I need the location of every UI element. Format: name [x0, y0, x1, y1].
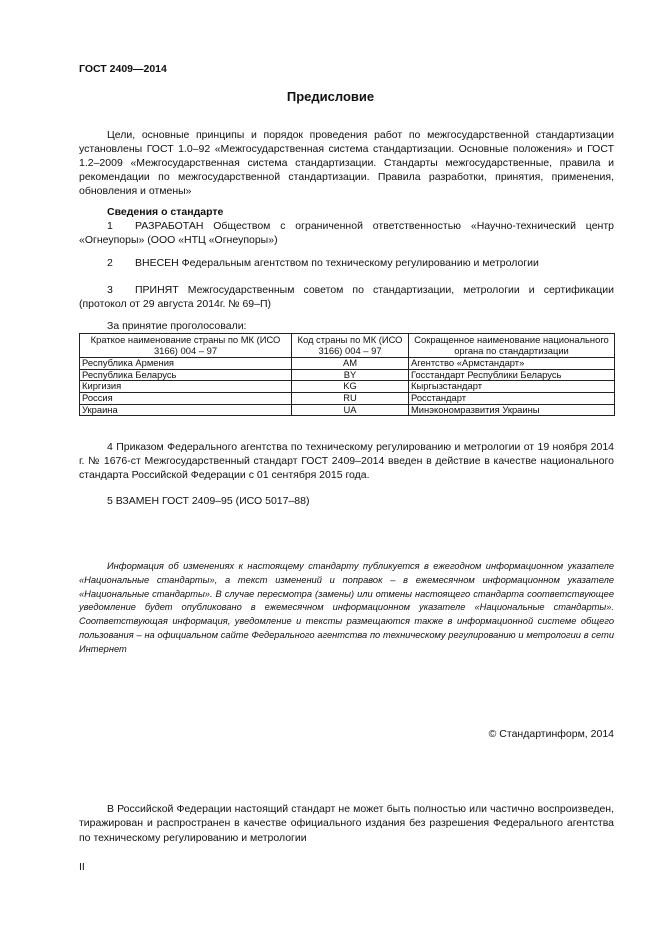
reproduction-notice: В Российской Федерации настоящий стандарт не может быть полностью или частично воспроизведен, тиражирован и распространен в качестве официального издания без разрешения Федерального агентства по техническому регулированию и метрологии [79, 803, 614, 844]
item-1 [79, 220, 614, 248]
table-cell-country: Россия [80, 392, 292, 404]
table-cell-code: RU [292, 392, 409, 404]
table-header-body: Сокращенное наименование национального органа по стандартизации [409, 334, 615, 358]
table-cell-code: BY [292, 369, 409, 381]
table-cell-code: AM [292, 358, 409, 370]
item-1-number: 1 [107, 220, 113, 232]
item-5: 5 ВЗАМЕН ГОСТ 2409–95 (ИСО 5017–88) [107, 495, 310, 507]
preface-paragraph: Цели, основные принципы и порядок проведения работ по межгосударственной стандартизации установлены ГОСТ 1.0–92 «Межгосударственная система стандартизации. Основные положения» и ГОСТ 1.2–2009 «Межгосударственная система стандартизации. Стандарты межгосударственные, правила и рекомендации по межгосударственной стандартизации. Правила разработки, принятия, применения, обновления и отмены» [79, 129, 614, 197]
table-cell-body: Госстандарт Республики Беларусь [409, 369, 615, 381]
copyright-notice: © Стандартинформ, 2014 [488, 728, 614, 740]
table-cell-body: Кыргызстандарт [409, 381, 615, 393]
table-cell-body: Росстандарт [409, 392, 615, 404]
table-cell-country: Киргизия [80, 381, 292, 393]
table-header-row [80, 334, 615, 358]
vote-caption: За принятие проголосовали: [107, 320, 247, 332]
info-heading: Сведения о стандарте [107, 206, 224, 218]
voting-table [79, 333, 615, 416]
table-cell-code: KG [292, 381, 409, 393]
page-title: Предисловие [286, 89, 375, 104]
page-number: II [79, 861, 85, 873]
table-header-country: Краткое наименование страны по МК (ИСО 3166) 004 – 97 [80, 334, 292, 358]
item-2-text: ВНЕСЕН Федеральным агентством по техническому регулированию и метрологии [135, 257, 539, 269]
table-cell-body: Агентство «Армстандарт» [409, 358, 615, 370]
table-cell-country: Республика Беларусь [80, 369, 292, 381]
table-cell-country: Республика Армения [80, 358, 292, 370]
item-2-number: 2 [107, 257, 113, 269]
table-row [80, 381, 615, 393]
table-row [80, 369, 615, 381]
item-3 [79, 284, 614, 312]
table-header-code: Код страны по МК (ИСО 3166) 004 – 97 [292, 334, 409, 358]
table-cell-body: Минэкономразвития Украины [409, 404, 615, 416]
item-3-text: ПРИНЯТ Межгосударственным советом по стандартизации, метрологии и сертификации (протокол от 29 августа 2014г. № 69–П) [79, 284, 614, 310]
table-row [80, 358, 615, 370]
table-row [80, 392, 615, 404]
item-2 [79, 257, 614, 271]
table-cell-code: UA [292, 404, 409, 416]
document-header: ГОСТ 2409—2014 [79, 63, 167, 75]
item-3-number: 3 [107, 284, 113, 296]
table-cell-country: Украина [80, 404, 292, 416]
item-1-text: РАЗРАБОТАН Обществом с ограниченной ответственностью «Научно-технический центр «Огнеупоры» (ООО «НТЦ «Огнеупоры») [79, 220, 614, 246]
changes-info-notice: Информация об изменениях к настоящему стандарту публикуется в ежегодном информационном указателе «Национальные стандарты», а текст изменений и поправок – в ежемесячном информационном указателе «Национальные стандарты». В случае пересмотра (замены) или отмены настоящего стандарта соответствующее уведомление будет опубликовано в ежемесячном информационном указателе «Национальные стандарты». Соответствующая информация, уведомление и тексты размещаются также в информационной системе общего пользования – на официальном сайте Федерального агентства по техническому регулированию и метрологии в сети Интернет [79, 561, 614, 654]
table-row [80, 404, 615, 416]
item-4: 4 Приказом Федерального агентства по техническому регулированию и метрологии от 19 ноября 2014 г. № 1676-ст Межгосударственный стандарт ГОСТ 2409–2014 введен в действие в качестве национального стандарта Российской Федерации с 01 сентября 2015 года. [79, 441, 614, 481]
